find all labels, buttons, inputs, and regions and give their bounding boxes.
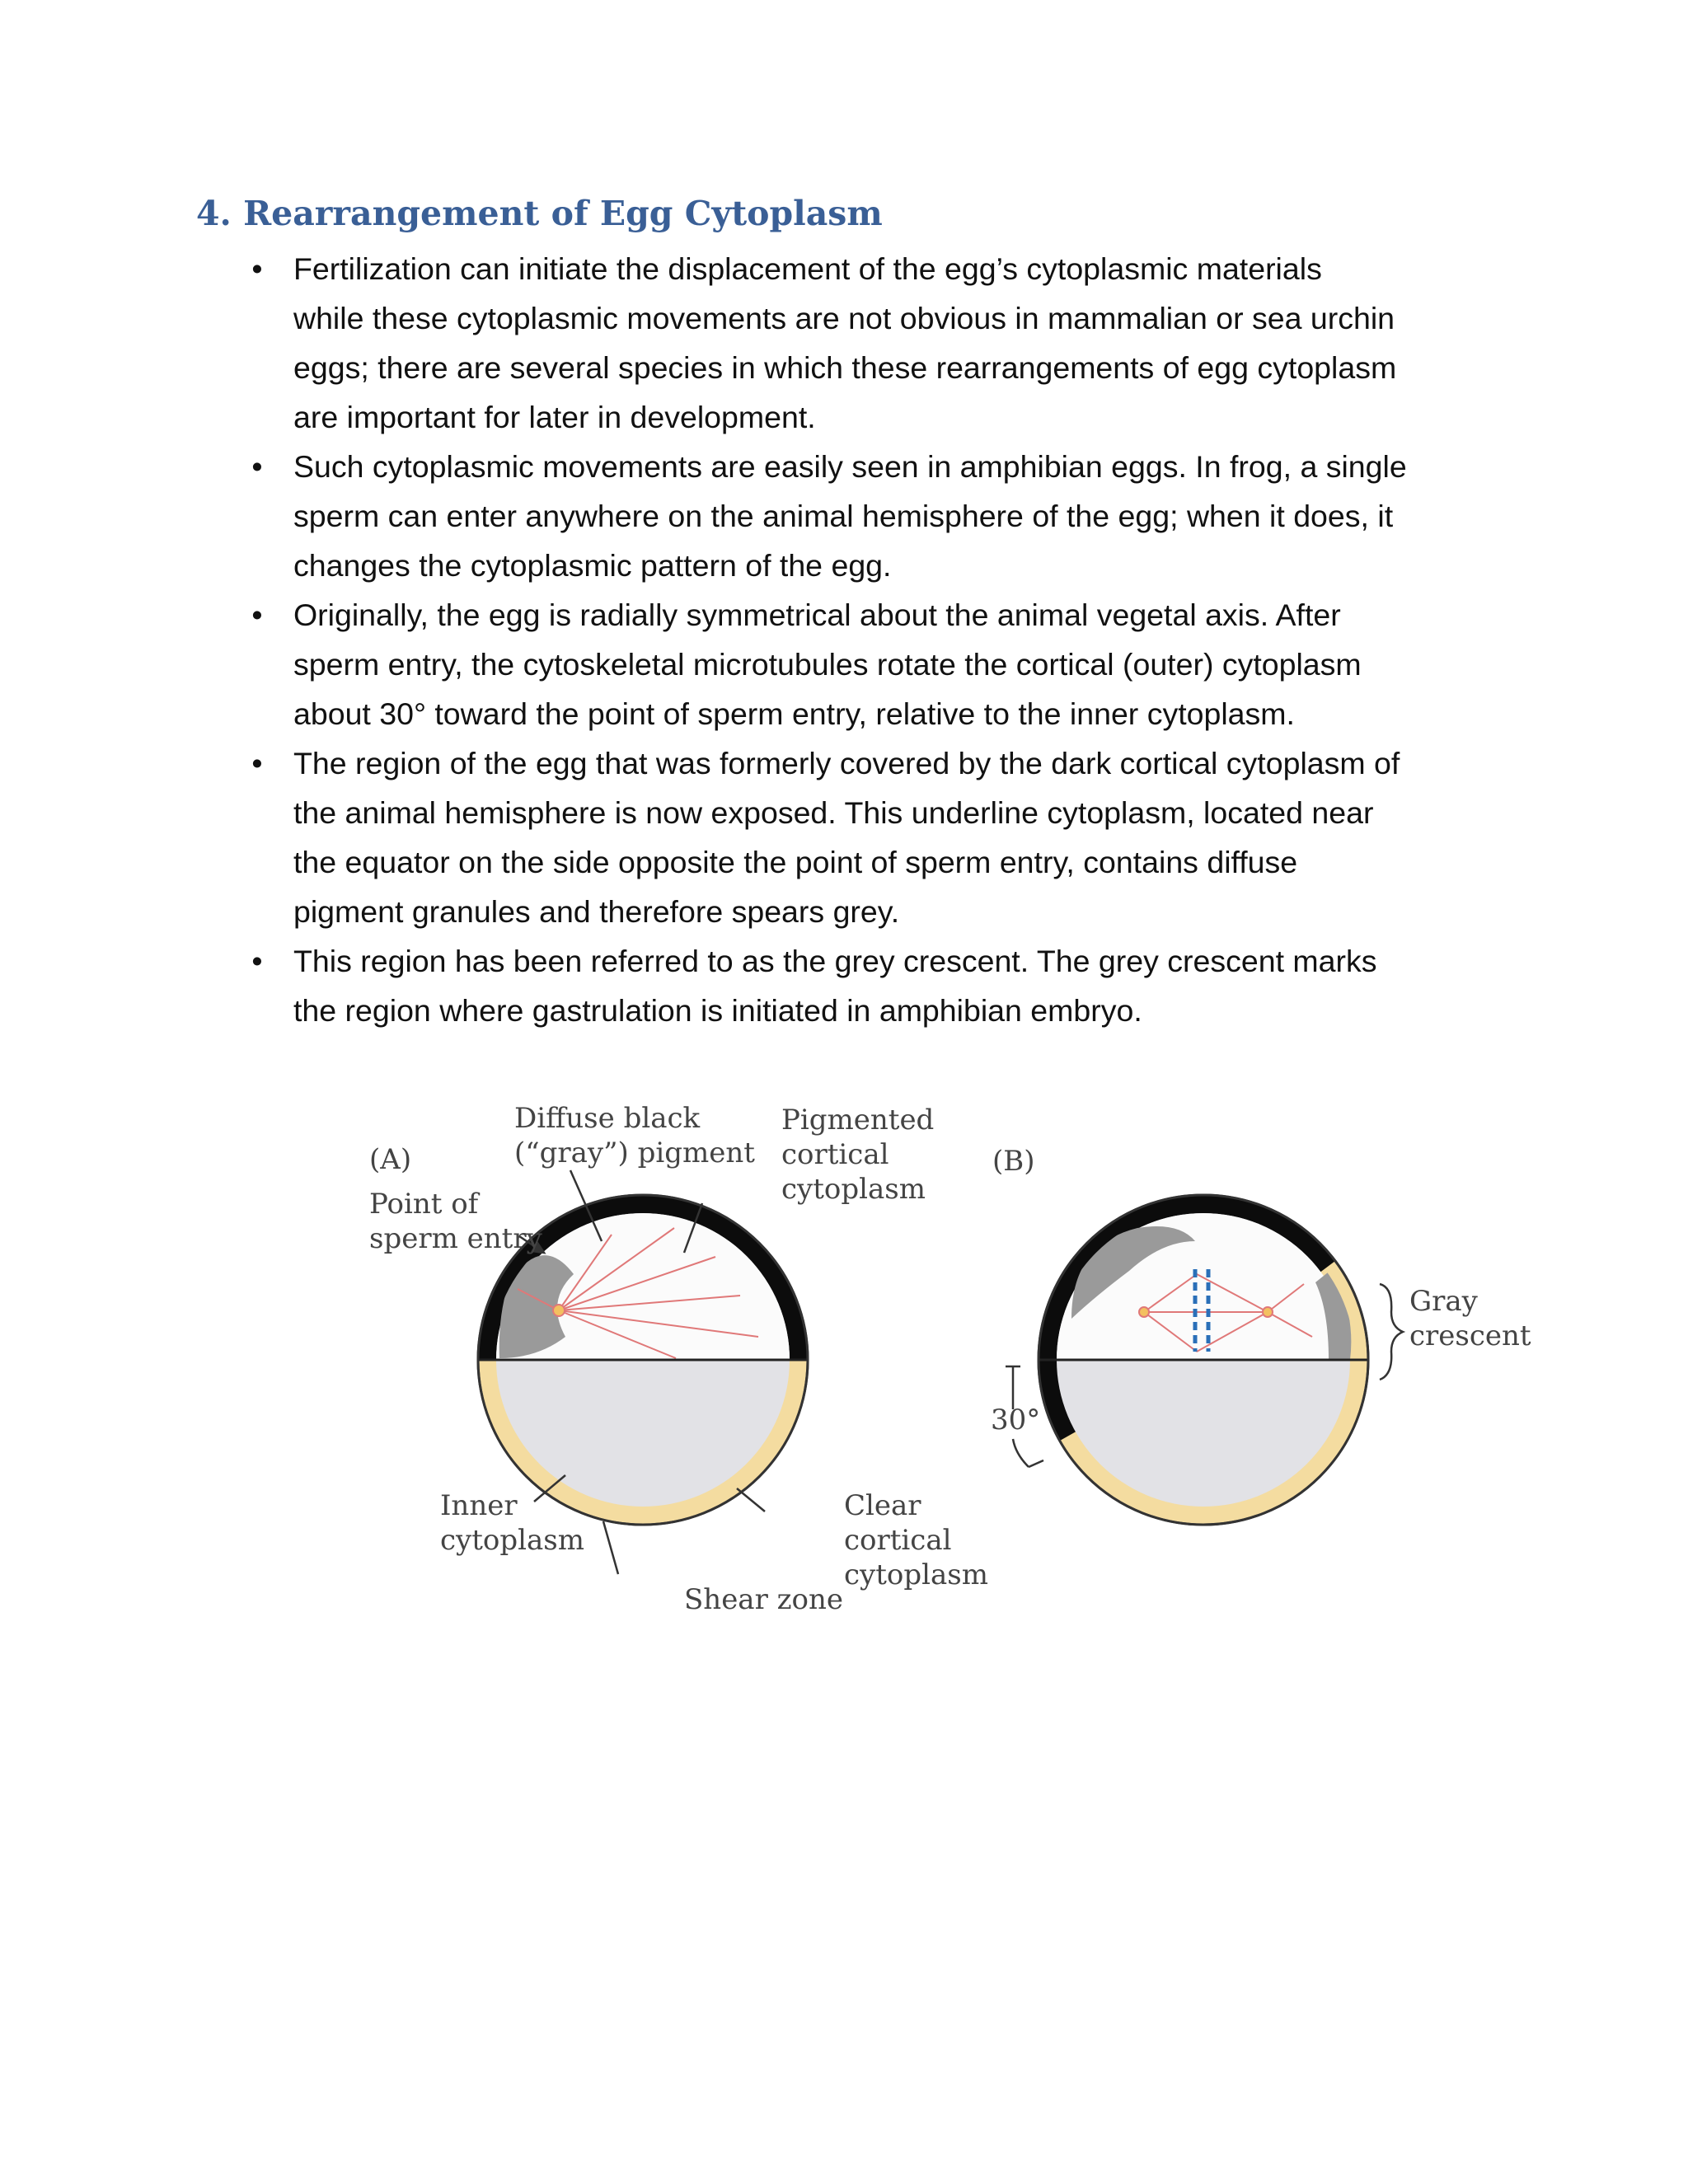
panel-a-tag: (A)	[369, 1143, 412, 1176]
egg-b	[1039, 1195, 1368, 1525]
line: pigment granules and therefore spears grey.	[293, 894, 900, 929]
sperm-pronucleus-a	[553, 1305, 565, 1316]
line: the equator on the side opposite the point of sperm entry, contains diffuse	[293, 845, 1298, 879]
bullet-icon: •	[251, 449, 263, 484]
line: the animal hemisphere is now exposed. This underline cytoplasm, located near	[293, 795, 1374, 830]
clear-cortical-label: Clear cortical cytoplasm	[844, 1489, 988, 1591]
line: Such cytoplasmic movements are easily seen in amphibian eggs. In frog, a single	[293, 449, 1407, 484]
point-of-sperm-entry-label: Point of sperm entry	[369, 1188, 542, 1255]
list-item	[241, 936, 1493, 1035]
line: This region has been referred to as the grey crescent. The grey crescent marks	[293, 944, 1377, 978]
pigmented-cortical-label: Pigmented cortical cytoplasm	[781, 1104, 935, 1206]
line: the region where gastrulation is initiated in amphibian embryo.	[293, 993, 1142, 1028]
line: about 30° toward the point of sperm entry, relative to the inner cytoplasm.	[293, 696, 1295, 731]
line: Fertilization can initiate the displacement of the egg’s cytoplasmic materials	[293, 251, 1322, 286]
line: while these cytoplasmic movements are not obvious in mammalian or sea urchin	[293, 301, 1395, 335]
bullet-icon: •	[251, 598, 263, 632]
panel-b-tag: (B)	[992, 1145, 1035, 1178]
bullet-icon: •	[251, 746, 263, 780]
section-heading: 4. Rearrangement of Egg Cytoplasm	[196, 194, 883, 233]
female-pronucleus-b	[1263, 1307, 1273, 1317]
figure-svg	[346, 1080, 1531, 1640]
list-item	[241, 244, 1493, 442]
list-item	[241, 442, 1493, 590]
bullet-icon: •	[251, 251, 263, 286]
inner-cytoplasm-label: Inner cytoplasm	[440, 1489, 584, 1557]
line: The region of the egg that was formerly covered by the dark cortical cytoplasm of	[293, 746, 1400, 780]
line: sperm can enter anywhere on the animal hemisphere of the egg; when it does, it	[293, 499, 1394, 533]
line: eggs; there are several species in which these rearrangements of egg cytoplasm	[293, 350, 1397, 385]
male-pronucleus-b	[1139, 1307, 1149, 1317]
crescent-brace	[1380, 1284, 1403, 1380]
gray-crescent-label: Gray crescent	[1409, 1285, 1531, 1352]
bullet-list	[241, 244, 1493, 1035]
diffuse-black-pigment-label: Diffuse black (“gray”) pigment	[514, 1102, 755, 1169]
bullet-icon: •	[251, 944, 263, 978]
egg-cytoplasm-figure	[346, 1080, 1531, 1640]
line: changes the cytoplasmic pattern of the egg.	[293, 548, 892, 583]
list-item	[241, 738, 1493, 936]
line: are important for later in development.	[293, 400, 816, 434]
angle-label: 30°	[991, 1404, 1041, 1436]
list-item	[241, 590, 1493, 738]
line: Originally, the egg is radially symmetrical about the animal vegetal axis. After	[293, 598, 1341, 632]
shear-zone-label: Shear zone	[684, 1583, 844, 1616]
line: sperm entry, the cytoskeletal microtubules rotate the cortical (outer) cytoplasm	[293, 647, 1362, 682]
